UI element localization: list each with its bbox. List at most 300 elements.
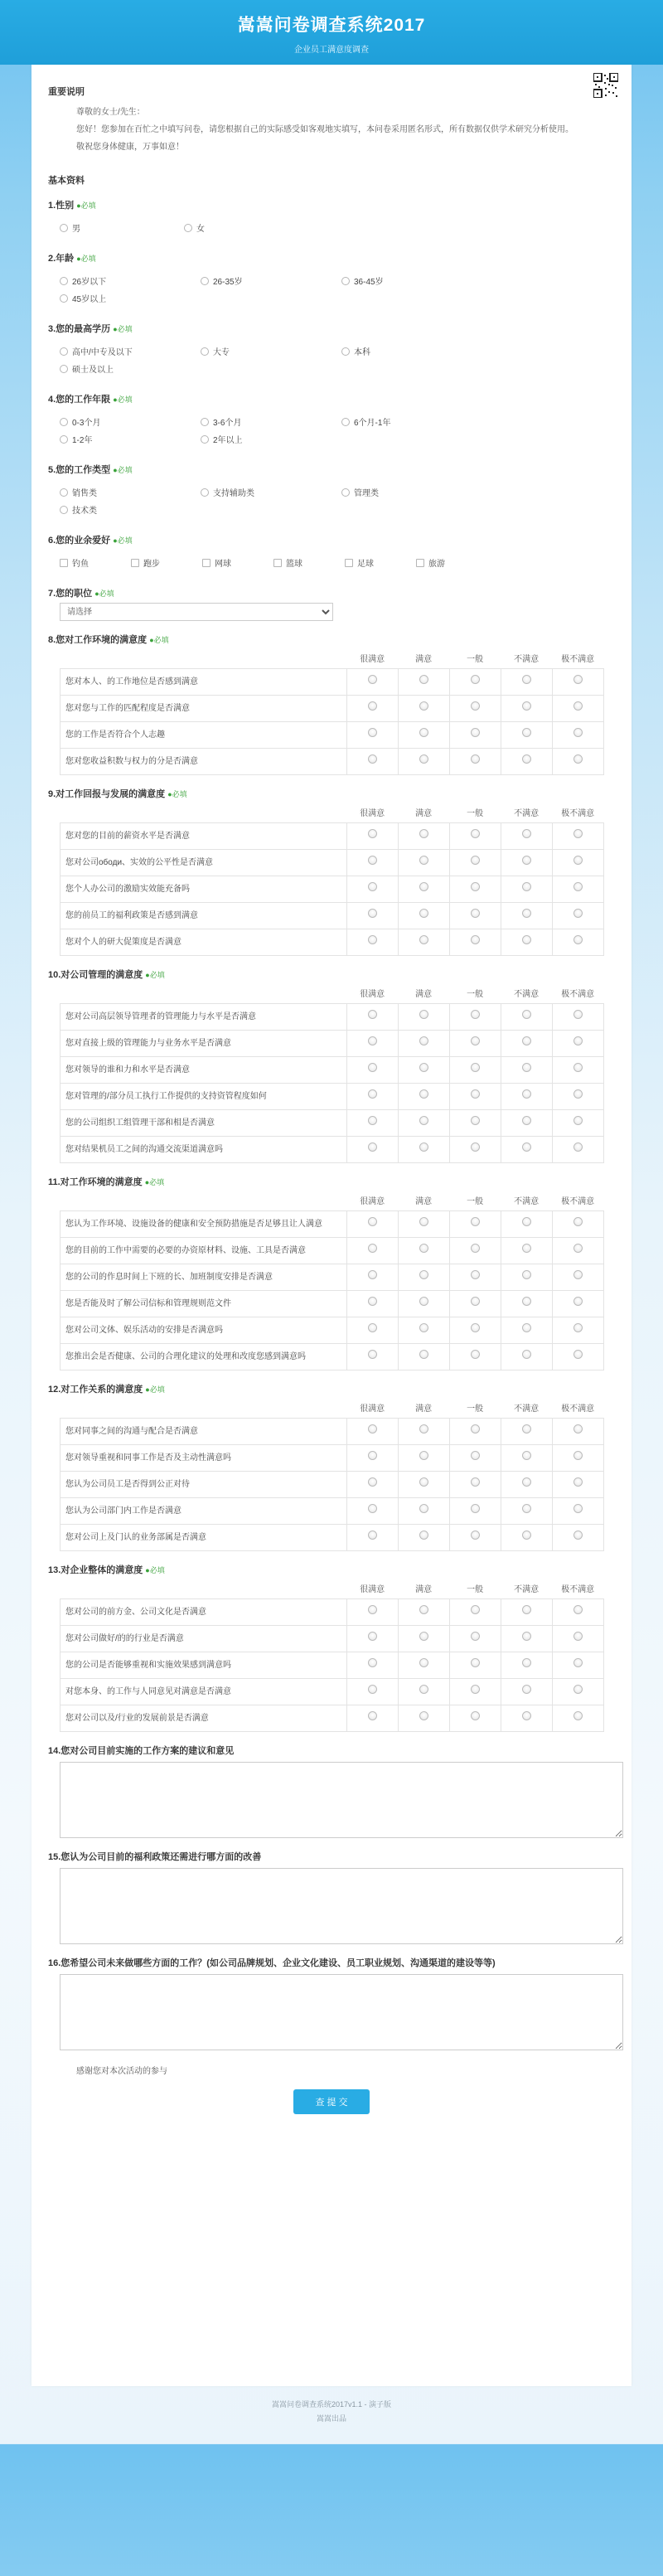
radio-icon[interactable] (419, 935, 428, 944)
radio-icon[interactable] (471, 1477, 480, 1487)
checkbox-icon[interactable] (131, 559, 139, 567)
q4-option-4[interactable] (201, 433, 341, 445)
radio-icon[interactable] (368, 829, 377, 838)
q13-r3-c3[interactable] (501, 1679, 552, 1705)
radio-icon[interactable] (368, 1142, 377, 1152)
q9-r3-c1[interactable] (398, 903, 449, 929)
q12-r1-c3[interactable] (501, 1445, 552, 1472)
radio-icon[interactable] (573, 1089, 583, 1099)
radio-icon[interactable] (573, 1531, 583, 1540)
radio-icon[interactable] (60, 418, 68, 426)
q3-option-2[interactable] (341, 345, 482, 357)
radio-icon[interactable] (471, 1010, 480, 1019)
radio-icon[interactable] (573, 1142, 583, 1152)
q10-r3-c1[interactable] (398, 1084, 449, 1110)
q2-option-3[interactable] (60, 292, 201, 304)
radio-icon[interactable] (368, 701, 377, 711)
q11-r4-c4[interactable] (552, 1317, 603, 1344)
radio-icon[interactable] (471, 909, 480, 918)
radio-icon[interactable] (522, 1010, 531, 1019)
radio-icon[interactable] (419, 728, 428, 737)
q11-r3-c0[interactable] (346, 1291, 398, 1317)
q10-r5-c1[interactable] (398, 1137, 449, 1163)
q13-r2-c1[interactable] (398, 1652, 449, 1679)
radio-icon[interactable] (471, 1658, 480, 1667)
radio-icon[interactable] (522, 1632, 531, 1641)
q8-r1-c0[interactable] (346, 696, 398, 722)
radio-icon[interactable] (522, 1089, 531, 1099)
radio-icon[interactable] (471, 1323, 480, 1332)
q11-r5-c1[interactable] (398, 1344, 449, 1370)
q12-r3-c4[interactable] (552, 1498, 603, 1525)
radio-icon[interactable] (522, 1658, 531, 1667)
radio-icon[interactable] (573, 1711, 583, 1720)
q12-r2-c0[interactable] (346, 1472, 398, 1498)
radio-icon[interactable] (368, 1323, 377, 1332)
q9-r2-c4[interactable] (552, 876, 603, 903)
q13-r0-c2[interactable] (449, 1599, 501, 1626)
radio-icon[interactable] (419, 1297, 428, 1306)
q12-r4-c3[interactable] (501, 1525, 552, 1551)
q11-r5-c3[interactable] (501, 1344, 552, 1370)
radio-icon[interactable] (341, 277, 350, 285)
q3-option-1[interactable] (201, 345, 341, 357)
radio-icon[interactable] (573, 1036, 583, 1045)
q8-r2-c3[interactable] (501, 722, 552, 749)
q11-r0-c0[interactable] (346, 1211, 398, 1238)
radio-icon[interactable] (419, 1685, 428, 1694)
q11-r2-c4[interactable] (552, 1264, 603, 1291)
radio-icon[interactable] (522, 1711, 531, 1720)
radio-icon[interactable] (573, 1323, 583, 1332)
q2-option-0[interactable] (60, 274, 201, 287)
q12-r0-c2[interactable] (449, 1419, 501, 1445)
q8-r3-c2[interactable] (449, 749, 501, 775)
radio-icon[interactable] (201, 347, 209, 356)
radio-icon[interactable] (368, 1297, 377, 1306)
radio-icon[interactable] (419, 1063, 428, 1072)
q13-r4-c0[interactable] (346, 1705, 398, 1732)
radio-icon[interactable] (522, 1142, 531, 1152)
radio-icon[interactable] (522, 754, 531, 764)
q10-r0-c2[interactable] (449, 1004, 501, 1031)
q11-r3-c4[interactable] (552, 1291, 603, 1317)
radio-icon[interactable] (471, 1504, 480, 1513)
q10-r0-c3[interactable] (501, 1004, 552, 1031)
radio-icon[interactable] (522, 1477, 531, 1487)
q13-r2-c4[interactable] (552, 1652, 603, 1679)
radio-icon[interactable] (573, 829, 583, 838)
q10-r5-c2[interactable] (449, 1137, 501, 1163)
radio-icon[interactable] (419, 1424, 428, 1434)
radio-icon[interactable] (419, 1711, 428, 1720)
q3-option-0[interactable] (60, 345, 201, 357)
q12-r0-c1[interactable] (398, 1419, 449, 1445)
q9-r1-c0[interactable] (346, 850, 398, 876)
radio-icon[interactable] (471, 1297, 480, 1306)
radio-icon[interactable] (471, 1685, 480, 1694)
radio-icon[interactable] (522, 1244, 531, 1253)
radio-icon[interactable] (522, 829, 531, 838)
radio-icon[interactable] (522, 1116, 531, 1125)
q12-r3-c1[interactable] (398, 1498, 449, 1525)
q13-r4-c3[interactable] (501, 1705, 552, 1732)
q5-option-2[interactable] (341, 486, 482, 498)
radio-icon[interactable] (419, 1010, 428, 1019)
q8-r0-c3[interactable] (501, 669, 552, 696)
q11-r2-c0[interactable] (346, 1264, 398, 1291)
position-select[interactable] (60, 603, 333, 621)
radio-icon[interactable] (419, 1217, 428, 1226)
radio-icon[interactable] (471, 1605, 480, 1614)
radio-icon[interactable] (471, 701, 480, 711)
radio-icon[interactable] (60, 294, 68, 303)
radio-icon[interactable] (201, 277, 209, 285)
radio-icon[interactable] (419, 1632, 428, 1641)
q11-r1-c0[interactable] (346, 1238, 398, 1264)
q12-r0-c4[interactable] (552, 1419, 603, 1445)
q10-r4-c0[interactable] (346, 1110, 398, 1137)
radio-icon[interactable] (368, 909, 377, 918)
q10-r2-c4[interactable] (552, 1057, 603, 1084)
radio-icon[interactable] (522, 1424, 531, 1434)
q8-r1-c2[interactable] (449, 696, 501, 722)
q1-option-0[interactable] (60, 221, 184, 234)
q11-r1-c2[interactable] (449, 1238, 501, 1264)
radio-icon[interactable] (419, 1531, 428, 1540)
radio-icon[interactable] (573, 882, 583, 891)
q13-r1-c2[interactable] (449, 1626, 501, 1652)
radio-icon[interactable] (522, 856, 531, 865)
q2-option-2[interactable] (341, 274, 482, 287)
radio-icon[interactable] (573, 935, 583, 944)
radio-icon[interactable] (471, 1142, 480, 1152)
q6-option-4[interactable] (345, 556, 416, 569)
q9-r4-c3[interactable] (501, 929, 552, 956)
radio-icon[interactable] (522, 1297, 531, 1306)
q10-r5-c4[interactable] (552, 1137, 603, 1163)
q11-r4-c3[interactable] (501, 1317, 552, 1344)
q11-r3-c1[interactable] (398, 1291, 449, 1317)
radio-icon[interactable] (522, 1531, 531, 1540)
q8-r1-c1[interactable] (398, 696, 449, 722)
radio-icon[interactable] (522, 1451, 531, 1460)
radio-icon[interactable] (471, 1270, 480, 1279)
q6-option-1[interactable] (131, 556, 202, 569)
q8-r2-c0[interactable] (346, 722, 398, 749)
q9-r2-c2[interactable] (449, 876, 501, 903)
radio-icon[interactable] (419, 754, 428, 764)
radio-icon[interactable] (419, 1036, 428, 1045)
q12-r2-c1[interactable] (398, 1472, 449, 1498)
q13-r1-c4[interactable] (552, 1626, 603, 1652)
q11-r5-c4[interactable] (552, 1344, 603, 1370)
radio-icon[interactable] (522, 1350, 531, 1359)
q6-option-0[interactable] (60, 556, 131, 569)
radio-icon[interactable] (573, 1504, 583, 1513)
radio-icon[interactable] (368, 1063, 377, 1072)
radio-icon[interactable] (419, 675, 428, 684)
q13-r0-c1[interactable] (398, 1599, 449, 1626)
radio-icon[interactable] (573, 1217, 583, 1226)
q8-r3-c0[interactable] (346, 749, 398, 775)
radio-icon[interactable] (368, 728, 377, 737)
q13-r3-c1[interactable] (398, 1679, 449, 1705)
radio-icon[interactable] (419, 1605, 428, 1614)
q11-r2-c2[interactable] (449, 1264, 501, 1291)
q9-r3-c4[interactable] (552, 903, 603, 929)
checkbox-icon[interactable] (60, 559, 68, 567)
radio-icon[interactable] (573, 1116, 583, 1125)
radio-icon[interactable] (341, 488, 350, 497)
q12-r4-c2[interactable] (449, 1525, 501, 1551)
radio-icon[interactable] (368, 1116, 377, 1125)
checkbox-icon[interactable] (345, 559, 353, 567)
q11-r5-c2[interactable] (449, 1344, 501, 1370)
radio-icon[interactable] (368, 1504, 377, 1513)
radio-icon[interactable] (368, 675, 377, 684)
radio-icon[interactable] (201, 488, 209, 497)
q10-r3-c4[interactable] (552, 1084, 603, 1110)
q9-r3-c0[interactable] (346, 903, 398, 929)
radio-icon[interactable] (368, 1350, 377, 1359)
checkbox-icon[interactable] (202, 559, 211, 567)
q13-r4-c4[interactable] (552, 1705, 603, 1732)
q10-r1-c1[interactable] (398, 1031, 449, 1057)
q4-option-3[interactable] (60, 433, 201, 445)
radio-icon[interactable] (419, 1142, 428, 1152)
q12-r1-c4[interactable] (552, 1445, 603, 1472)
q9-r1-c3[interactable] (501, 850, 552, 876)
q3-option-3[interactable] (60, 362, 201, 375)
q10-r0-c0[interactable] (346, 1004, 398, 1031)
radio-icon[interactable] (471, 935, 480, 944)
q13-r1-c3[interactable] (501, 1626, 552, 1652)
q11-r1-c3[interactable] (501, 1238, 552, 1264)
q10-r4-c4[interactable] (552, 1110, 603, 1137)
radio-icon[interactable] (573, 856, 583, 865)
radio-icon[interactable] (573, 1658, 583, 1667)
radio-icon[interactable] (60, 277, 68, 285)
radio-icon[interactable] (201, 418, 209, 426)
q11-r0-c2[interactable] (449, 1211, 501, 1238)
radio-icon[interactable] (573, 1451, 583, 1460)
radio-icon[interactable] (471, 1424, 480, 1434)
q11-r3-c2[interactable] (449, 1291, 501, 1317)
radio-icon[interactable] (471, 675, 480, 684)
submit-button[interactable]: 查 提 交 (293, 2089, 369, 2114)
radio-icon[interactable] (471, 754, 480, 764)
radio-icon[interactable] (341, 347, 350, 356)
q4-option-0[interactable] (60, 415, 201, 428)
q11-r1-c1[interactable] (398, 1238, 449, 1264)
q8-r3-c4[interactable] (552, 749, 603, 775)
radio-icon[interactable] (419, 1504, 428, 1513)
radio-icon[interactable] (368, 935, 377, 944)
radio-icon[interactable] (573, 701, 583, 711)
radio-icon[interactable] (368, 754, 377, 764)
q12-r3-c2[interactable] (449, 1498, 501, 1525)
radio-icon[interactable] (573, 1244, 583, 1253)
q10-r1-c3[interactable] (501, 1031, 552, 1057)
q11-r4-c0[interactable] (346, 1317, 398, 1344)
radio-icon[interactable] (522, 701, 531, 711)
q10-r2-c1[interactable] (398, 1057, 449, 1084)
radio-icon[interactable] (419, 1116, 428, 1125)
q10-r5-c0[interactable] (346, 1137, 398, 1163)
radio-icon[interactable] (368, 1531, 377, 1540)
q9-r0-c2[interactable] (449, 823, 501, 850)
q11-r3-c3[interactable] (501, 1291, 552, 1317)
radio-icon[interactable] (522, 675, 531, 684)
radio-icon[interactable] (341, 418, 350, 426)
radio-icon[interactable] (522, 1323, 531, 1332)
radio-icon[interactable] (573, 1063, 583, 1072)
radio-icon[interactable] (573, 1297, 583, 1306)
radio-icon[interactable] (368, 1632, 377, 1641)
q8-r3-c1[interactable] (398, 749, 449, 775)
q9-r0-c3[interactable] (501, 823, 552, 850)
radio-icon[interactable] (471, 1451, 480, 1460)
q6-option-2[interactable] (202, 556, 273, 569)
q9-r4-c4[interactable] (552, 929, 603, 956)
q10-r5-c3[interactable] (501, 1137, 552, 1163)
radio-icon[interactable] (522, 1270, 531, 1279)
radio-icon[interactable] (573, 1270, 583, 1279)
q10-r1-c2[interactable] (449, 1031, 501, 1057)
q13-r0-c0[interactable] (346, 1599, 398, 1626)
radio-icon[interactable] (471, 1063, 480, 1072)
q8-r2-c1[interactable] (398, 722, 449, 749)
q11-r0-c1[interactable] (398, 1211, 449, 1238)
radio-icon[interactable] (368, 1010, 377, 1019)
q12-r4-c0[interactable] (346, 1525, 398, 1551)
radio-icon[interactable] (368, 1477, 377, 1487)
radio-icon[interactable] (573, 728, 583, 737)
radio-icon[interactable] (368, 1685, 377, 1694)
radio-icon[interactable] (573, 1632, 583, 1641)
radio-icon[interactable] (419, 909, 428, 918)
checkbox-icon[interactable] (273, 559, 282, 567)
q10-r0-c4[interactable] (552, 1004, 603, 1031)
q13-r0-c3[interactable] (501, 1599, 552, 1626)
radio-icon[interactable] (573, 1605, 583, 1614)
q8-r0-c1[interactable] (398, 669, 449, 696)
radio-icon[interactable] (471, 1531, 480, 1540)
q13-r3-c0[interactable] (346, 1679, 398, 1705)
q8-r0-c2[interactable] (449, 669, 501, 696)
q9-r2-c0[interactable] (346, 876, 398, 903)
radio-icon[interactable] (573, 1477, 583, 1487)
q12-r4-c4[interactable] (552, 1525, 603, 1551)
q8-r3-c3[interactable] (501, 749, 552, 775)
radio-icon[interactable] (60, 435, 68, 444)
radio-icon[interactable] (522, 728, 531, 737)
q8-r2-c2[interactable] (449, 722, 501, 749)
q10-r3-c2[interactable] (449, 1084, 501, 1110)
radio-icon[interactable] (573, 1424, 583, 1434)
q10-r1-c0[interactable] (346, 1031, 398, 1057)
radio-icon[interactable] (471, 1089, 480, 1099)
q12-r3-c3[interactable] (501, 1498, 552, 1525)
q13-r2-c3[interactable] (501, 1652, 552, 1679)
radio-icon[interactable] (368, 856, 377, 865)
radio-icon[interactable] (471, 1711, 480, 1720)
q9-r4-c1[interactable] (398, 929, 449, 956)
radio-icon[interactable] (573, 675, 583, 684)
radio-icon[interactable] (419, 1451, 428, 1460)
radio-icon[interactable] (368, 1036, 377, 1045)
radio-icon[interactable] (60, 365, 68, 373)
radio-icon[interactable] (471, 882, 480, 891)
checkbox-icon[interactable] (416, 559, 424, 567)
radio-icon[interactable] (522, 1685, 531, 1694)
radio-icon[interactable] (419, 1270, 428, 1279)
radio-icon[interactable] (368, 1089, 377, 1099)
radio-icon[interactable] (573, 1010, 583, 1019)
q8-r1-c4[interactable] (552, 696, 603, 722)
q11-r0-c4[interactable] (552, 1211, 603, 1238)
q11-r4-c1[interactable] (398, 1317, 449, 1344)
q8-r1-c3[interactable] (501, 696, 552, 722)
q11-r4-c2[interactable] (449, 1317, 501, 1344)
q9-r0-c4[interactable] (552, 823, 603, 850)
q8-r2-c4[interactable] (552, 722, 603, 749)
q5-option-1[interactable] (201, 486, 341, 498)
q12-r2-c2[interactable] (449, 1472, 501, 1498)
radio-icon[interactable] (471, 856, 480, 865)
radio-icon[interactable] (184, 224, 192, 232)
q8-r0-c4[interactable] (552, 669, 603, 696)
radio-icon[interactable] (471, 829, 480, 838)
q14-textarea[interactable] (60, 1762, 623, 1838)
q13-r4-c1[interactable] (398, 1705, 449, 1732)
radio-icon[interactable] (368, 1244, 377, 1253)
radio-icon[interactable] (522, 909, 531, 918)
q5-option-3[interactable] (60, 503, 201, 516)
radio-icon[interactable] (573, 754, 583, 764)
radio-icon[interactable] (471, 728, 480, 737)
radio-icon[interactable] (471, 1632, 480, 1641)
q13-r2-c2[interactable] (449, 1652, 501, 1679)
radio-icon[interactable] (368, 1270, 377, 1279)
q12-r3-c0[interactable] (346, 1498, 398, 1525)
q10-r4-c3[interactable] (501, 1110, 552, 1137)
q13-r3-c4[interactable] (552, 1679, 603, 1705)
radio-icon[interactable] (368, 1658, 377, 1667)
radio-icon[interactable] (522, 935, 531, 944)
q6-option-3[interactable] (273, 556, 345, 569)
q9-r3-c3[interactable] (501, 903, 552, 929)
radio-icon[interactable] (471, 1116, 480, 1125)
q9-r2-c3[interactable] (501, 876, 552, 903)
q13-r1-c1[interactable] (398, 1626, 449, 1652)
q12-r2-c3[interactable] (501, 1472, 552, 1498)
radio-icon[interactable] (368, 882, 377, 891)
q10-r2-c0[interactable] (346, 1057, 398, 1084)
radio-icon[interactable] (419, 701, 428, 711)
radio-icon[interactable] (419, 829, 428, 838)
q11-r1-c4[interactable] (552, 1238, 603, 1264)
radio-icon[interactable] (419, 1477, 428, 1487)
radio-icon[interactable] (471, 1350, 480, 1359)
q11-r2-c3[interactable] (501, 1264, 552, 1291)
q13-r2-c0[interactable] (346, 1652, 398, 1679)
q11-r0-c3[interactable] (501, 1211, 552, 1238)
radio-icon[interactable] (522, 882, 531, 891)
radio-icon[interactable] (522, 1504, 531, 1513)
radio-icon[interactable] (522, 1217, 531, 1226)
